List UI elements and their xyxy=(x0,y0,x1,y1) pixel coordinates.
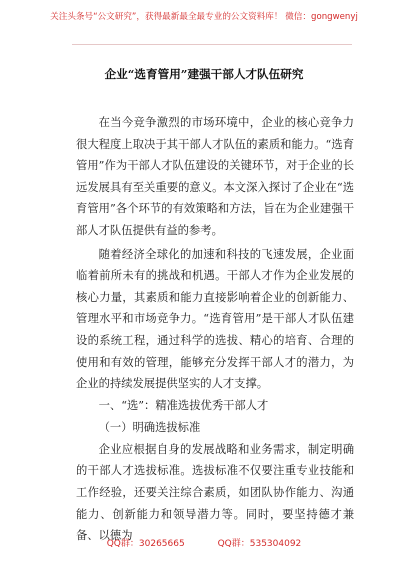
footer-qq-group-2: QQ群：535304092 xyxy=(217,539,302,549)
footer-contact xyxy=(0,536,408,549)
paragraph-selection-standard: 企业应根据自身的发展战略和业务需求，制定明确的干部人才选拔标准。选拔标准不仅要注重专业技能和工作经验，还要关注综合素质，如团队协作能力、沟通能力、创新能力和领导潜力等。同时，要坚持德才兼备、以德为 xyxy=(76,442,354,543)
document-title: 企业“选育管用”建强干部人才队伍研究 xyxy=(104,67,304,81)
document-body xyxy=(76,112,354,547)
header-banner: 关注头条号“公文研究”，获得最新最全最专业的公文资料库！ 微信：gongwenyj xyxy=(50,12,358,22)
paragraph-background: 随着经济全球化的加速和科技的飞速发展，企业面临着前所未有的挑战和机遇。干部人才作为企业发展的核心力量，其素质和能力直接影响着企业的创新能力、管理水平和市场竞争力。“选育管用”是干部人才队伍建设的系统工程，通过科学的选拔、精心的培育、合理的使用和有效的管理，能够充分发挥干部人才的潜力，为企业的持续发展提供坚实的人才支撑。 xyxy=(76,247,354,391)
section-heading: 一、“选”：精准选拔优秀干部人才 xyxy=(98,398,269,412)
header-divider xyxy=(72,44,352,45)
footer-qq-group-1: QQ群：30265665 xyxy=(106,539,185,549)
subsection-heading: （一）明确选拔标准 xyxy=(98,420,201,434)
paragraph-intro: 在当今竞争激烈的市场环境中，企业的核心竞争力很大程度上取决于其干部人才队伍的素质和能力。“选育管用”作为干部人才队伍建设的关键环节，对于企业的长远发展具有至关重要的意义。本文深入探讨了企业在“选育管用”各个环节的有效策略和方法，旨在为企业建强干部人才队伍提供有益的参考。 xyxy=(76,116,354,237)
